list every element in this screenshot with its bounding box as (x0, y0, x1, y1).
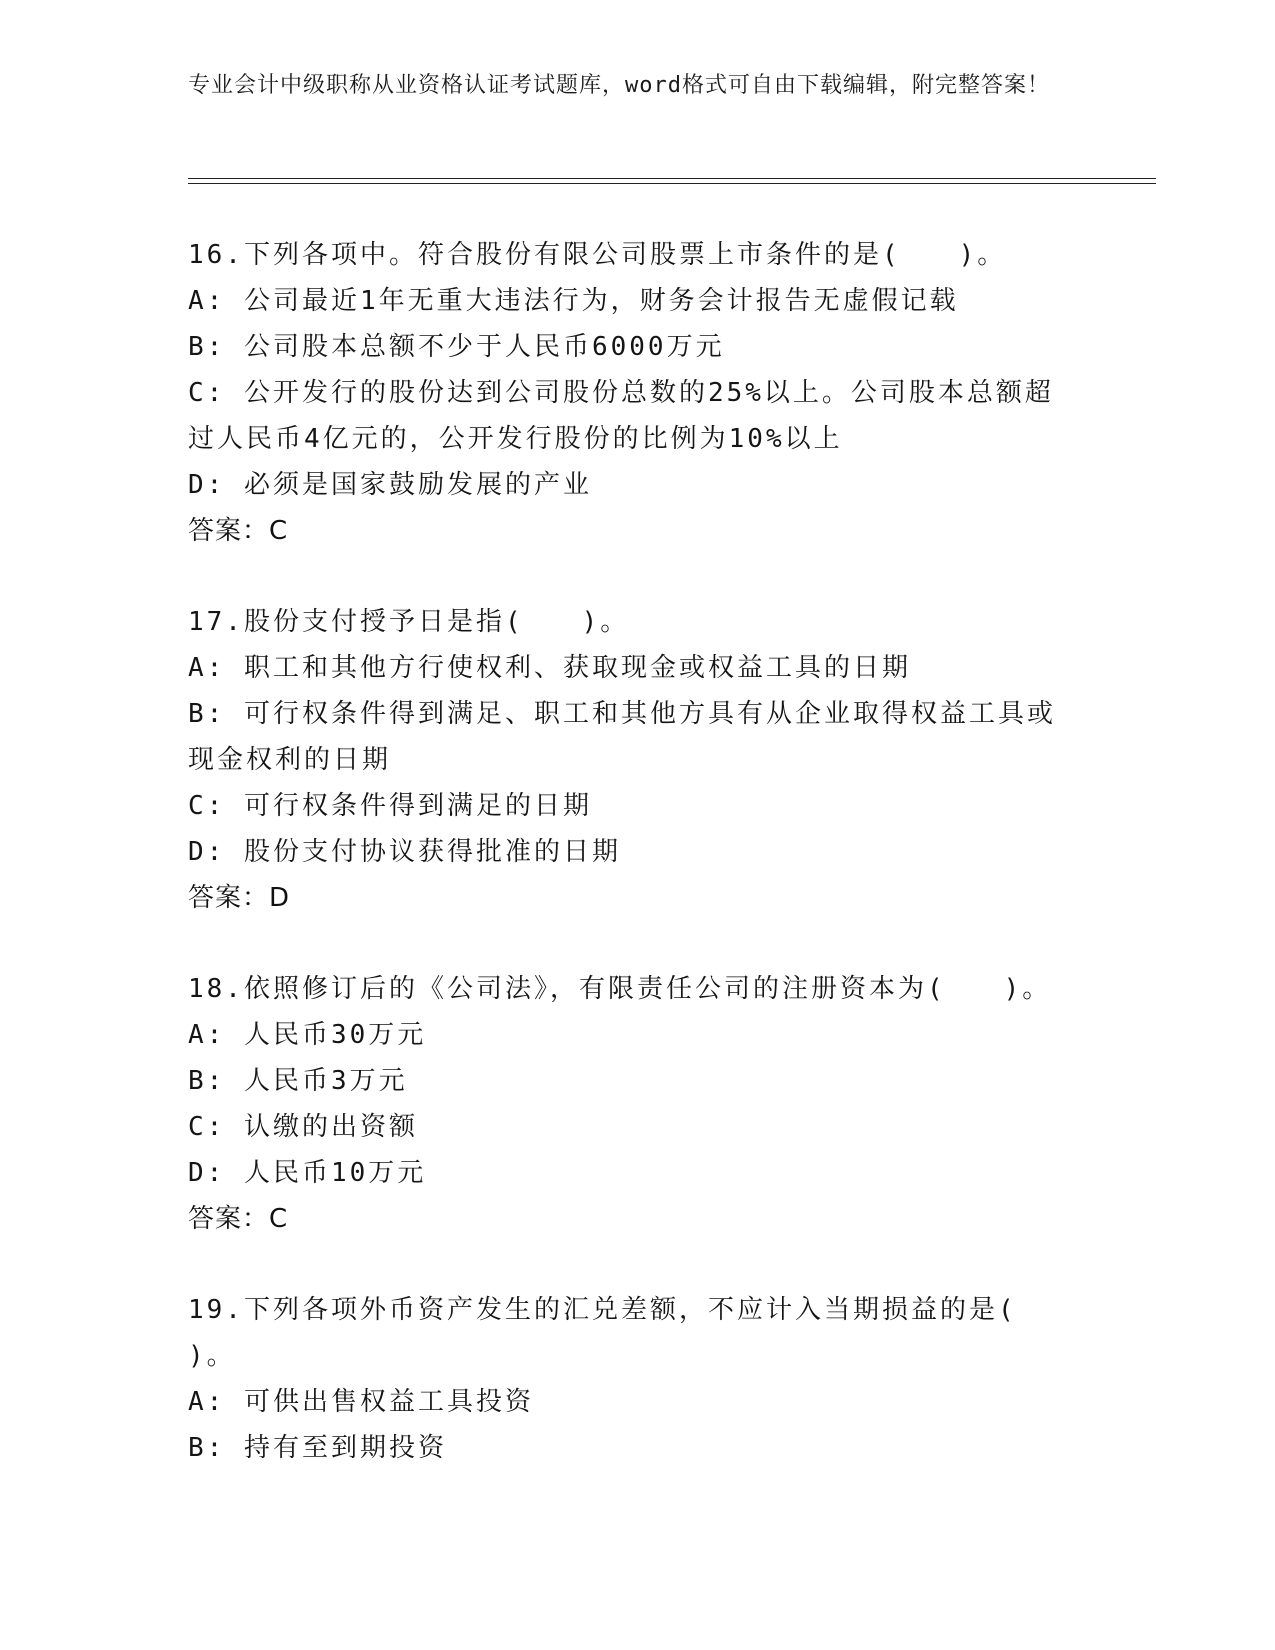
answer: 答案：C (188, 516, 289, 546)
document-header: 专业会计中级职称从业资格认证考试题库，word格式可自由下载编辑，附完整答案！ (188, 73, 1050, 98)
option-d: D: 必须是国家鼓励发展的产业 (188, 470, 592, 500)
option-c: C: 认缴的出资额 (188, 1112, 418, 1142)
option-d: D: 股份支付协议获得批准的日期 (188, 837, 621, 867)
option-a: A: 职工和其他方行使权利、获取现金或权益工具的日期 (188, 653, 911, 683)
question-16 (188, 232, 1068, 554)
option-c: C: 公开发行的股份达到公司股份总数的25%以上。公司股本总额超过人民币4亿元的，公开发行股份的比例为10%以上 (188, 378, 1054, 454)
option-a: A: 可供出售权益工具投资 (188, 1387, 534, 1417)
option-a: A: 人民币30万元 (188, 1020, 427, 1050)
header-divider-bottom (188, 183, 1156, 184)
question-stem: 16.下列各项中。符合股份有限公司股票上市条件的是( )。 (188, 240, 1007, 270)
header-divider-top (188, 178, 1156, 179)
option-b: B: 人民币3万元 (188, 1066, 408, 1096)
answer: 答案：D (188, 883, 291, 913)
question-stem: 17.股份支付授予日是指( )。 (188, 607, 630, 637)
question-17 (188, 599, 1068, 921)
question-list (188, 232, 1075, 1516)
question-19 (188, 1287, 1075, 1471)
question-stem: 18.依照修订后的《公司法》，有限责任公司的注册资本为( )。 (188, 974, 1052, 1004)
question-stem: 19.下列各项外币资产发生的汇兑差额，不应计入当期损益的是( )。 (188, 1295, 1075, 1371)
option-d: D: 人民币10万元 (188, 1158, 427, 1188)
question-18 (188, 966, 1068, 1242)
option-c: C: 可行权条件得到满足的日期 (188, 791, 592, 821)
answer: 答案：C (188, 1204, 289, 1234)
option-a: A: 公司最近1年无重大违法行为，财务会计报告无虚假记载 (188, 286, 959, 316)
option-b: B: 公司股本总额不少于人民币6000万元 (188, 332, 725, 362)
option-b: B: 持有至到期投资 (188, 1433, 447, 1463)
option-b: B: 可行权条件得到满足、职工和其他方具有从企业取得权益工具或现金权利的日期 (188, 699, 1056, 775)
